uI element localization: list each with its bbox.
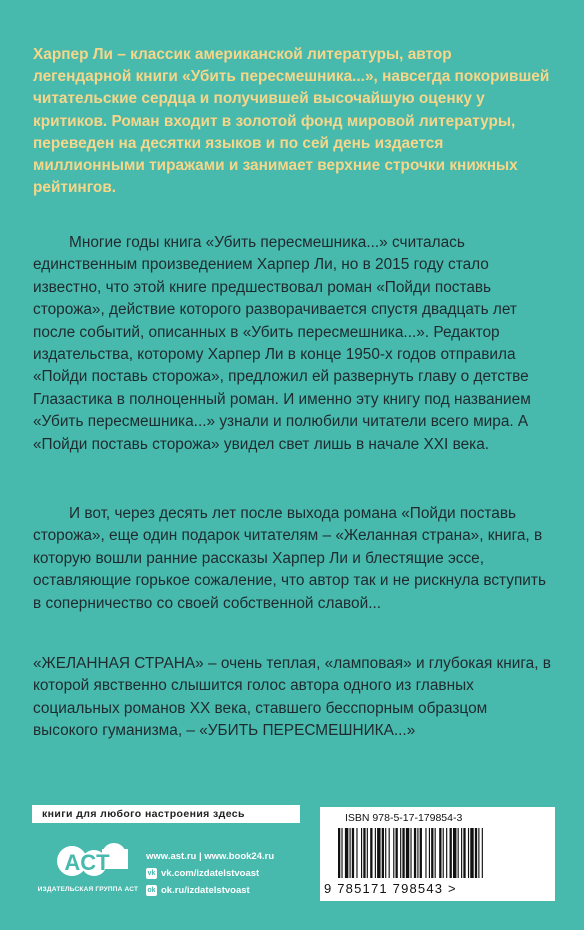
- isbn-text: ISBN 978-5-17-179854-3: [345, 812, 463, 824]
- barcode-icon: [336, 828, 540, 882]
- vk-text: vk.com/izdatelstvoast: [161, 868, 260, 879]
- websites-text: www.ast.ru | www.book24.ru: [146, 851, 275, 862]
- publisher-logo: [32, 833, 144, 903]
- tagline-banner: книги для любого настроения здесь: [32, 805, 300, 823]
- websites-link[interactable]: [146, 848, 306, 865]
- publisher-links: [146, 848, 306, 899]
- svg-text:ACT: ACT: [64, 850, 110, 875]
- lead-paragraph: Харпер Ли – классик американской литературы, автор легендарной книги «Убить пересмешника...», навсегда покорившей читательские сердца и получившей высочайшую оценку у критиков. Роман входит в золотой фонд мировой литературы, переведен на десятки языков и по сей день издается миллионными тиражами и занимает верхние строчки книжных рейтингов.: [33, 46, 550, 197]
- ok-text: ok.ru/izdatelstvoast: [161, 885, 250, 896]
- ok-icon: ok: [147, 887, 156, 894]
- publisher-caption: ИЗДАТЕЛЬСКАЯ ГРУППА АСТ: [37, 886, 139, 893]
- ast-logo-icon: [32, 833, 144, 885]
- ean-text: 9 785171 798543 >: [324, 881, 457, 896]
- ok-link[interactable]: [146, 882, 306, 899]
- barcode-block: [320, 807, 555, 901]
- description-paragraph-1: Многие годы книга «Убить пересмешника...» считалась единственным произведением Харпер Ли, но в 2015 году стало известно, что этой книге предшествовал роман «Пойди поставь сторожа», действие которого разворачивается спустя двадцать лет после событий, описанных в «Убить пересмешника...». Редактор издательства, которому Харпер Ли в конце 1950-х годов отправила «Пойди поставь сторожа», предложил ей развернуть главу о детстве Глазастика в полноценный роман. И именно эту книгу под названием «Убить пересмешника...» узнали и полюбили читатели всего мира. А «Пойди поставь сторожа» увидел свет лишь в начале XXI века.: [33, 234, 531, 453]
- vk-link[interactable]: [146, 865, 306, 882]
- vk-icon: vk: [147, 870, 156, 877]
- description-paragraph-2: И вот, через десять лет после выхода романа «Пойди поставь сторожа», еще один подарок читателям – «Желанная страна», книга, в которую вошли ранние рассказы Харпер Ли и блестящие эссе, оставляющие горькое сожаление, что автор так и не рискнула вступить в соперничество со своей собственной славой...: [33, 505, 546, 612]
- description-paragraph-3: «ЖЕЛАННАЯ СТРАНА» – очень теплая, «ламповая» и глубокая книга, в которой явственно слышится голос автора одного из главных социальных романов XX века, ставшего бесспорным образцом высокого гуманизма, – «УБИТЬ ПЕРЕСМЕШНИКА...»: [33, 655, 551, 740]
